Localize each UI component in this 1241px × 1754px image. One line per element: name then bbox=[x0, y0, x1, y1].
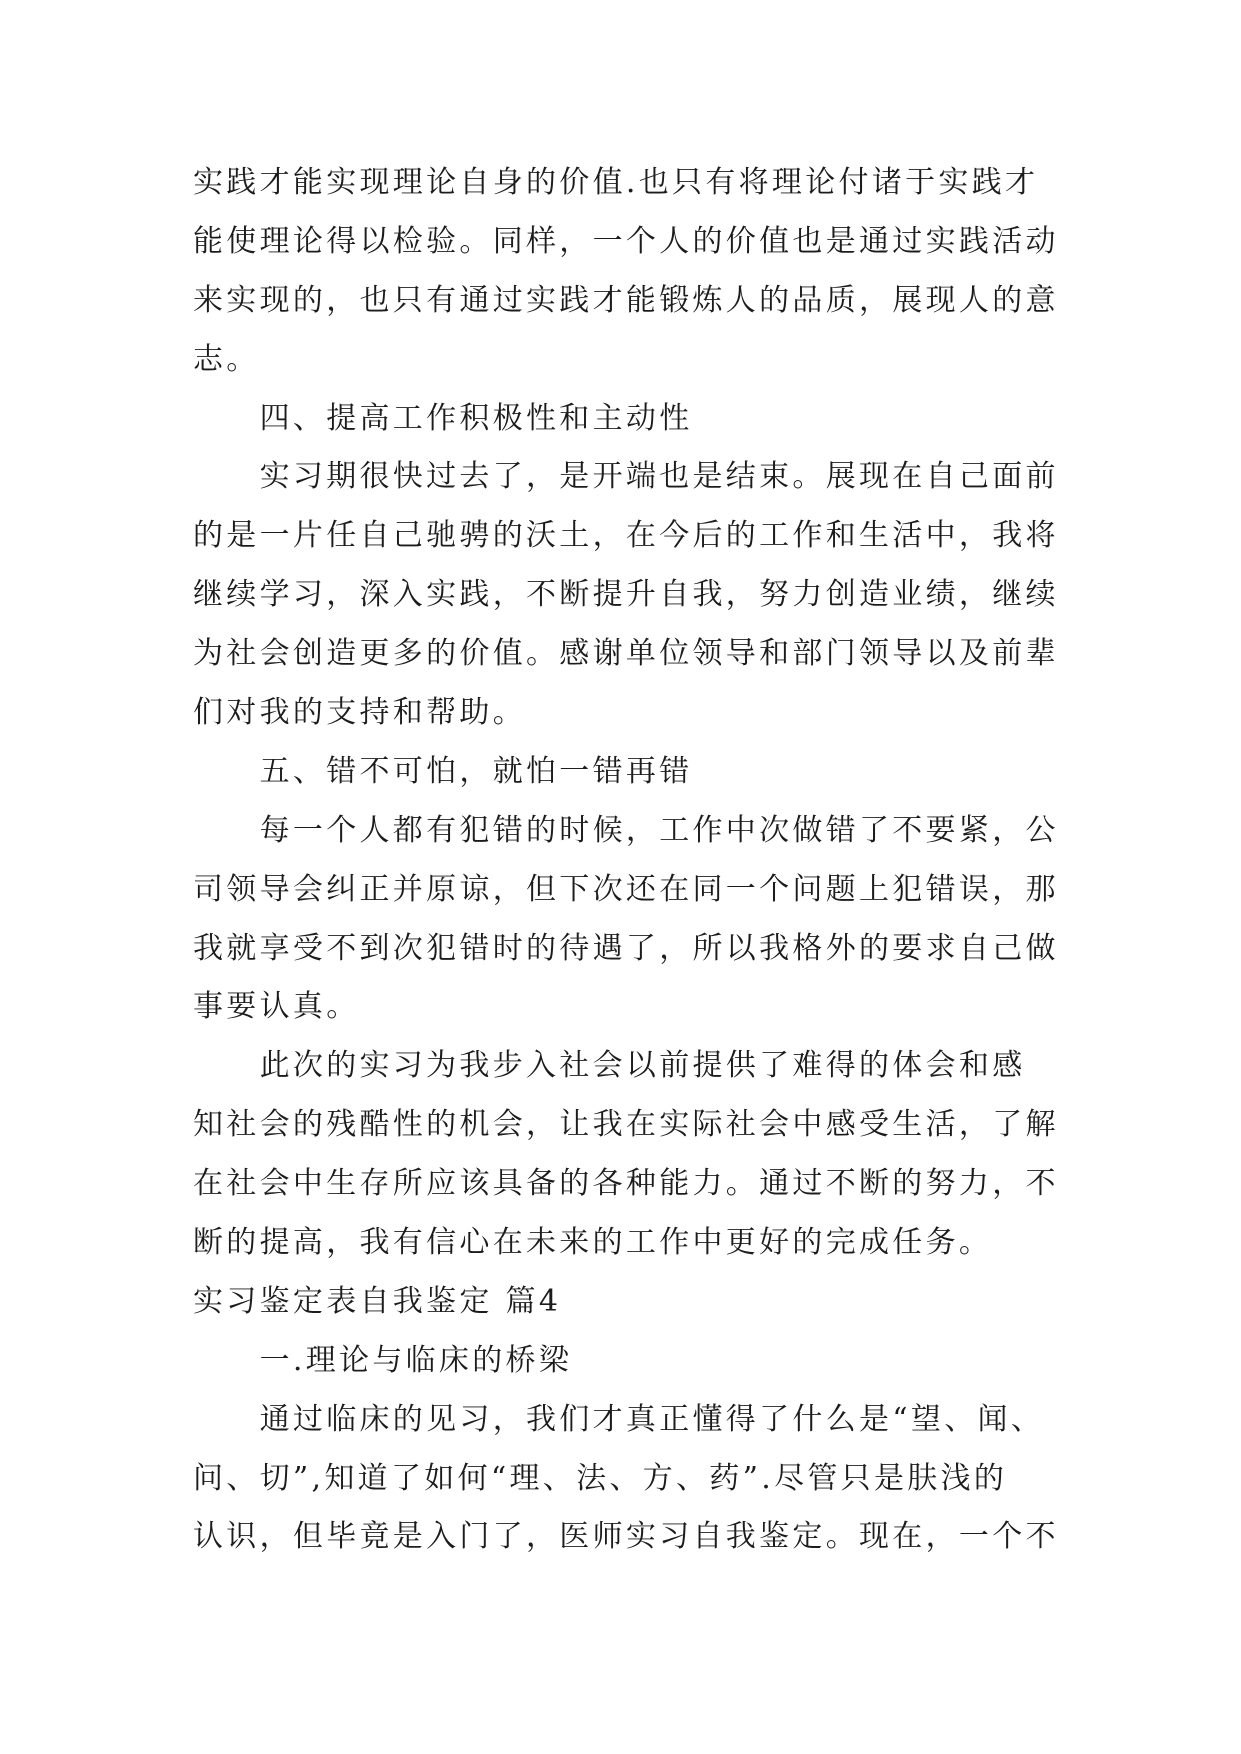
text-line: 司领导会纠正并原谅，但下次还在同一个问题上犯错误，那 bbox=[193, 871, 1059, 907]
document-body bbox=[193, 154, 1059, 1567]
section-heading bbox=[193, 390, 1059, 449]
text-line: 实习期很快过去了，是开端也是结束。展现在自己面前 bbox=[259, 459, 1059, 495]
text-line: 每一个人都有犯错的时候，工作中次做错了不要紧，公 bbox=[259, 812, 1059, 848]
paragraph bbox=[193, 1391, 1059, 1568]
text-line: 我就享受不到次犯错时的待遇了，所以我格外的要求自己做 bbox=[193, 930, 1059, 966]
text-line: 此次的实习为我步入社会以前提供了难得的体会和感 bbox=[259, 1048, 1026, 1084]
text-line: 实践才能实现理论自身的价值.也只有将理论付诸于实践才 bbox=[193, 165, 1039, 200]
paragraph bbox=[193, 154, 1059, 390]
paragraph bbox=[193, 802, 1059, 1038]
paragraph bbox=[193, 1037, 1059, 1273]
text-line: 事要认真。 bbox=[193, 989, 360, 1025]
text-line: 志。 bbox=[193, 341, 260, 377]
text-line: 能使理论得以检验。同样，一个人的价值也是通过实践活动 bbox=[193, 223, 1059, 259]
section-heading-text: 五、错不可怕，就怕一错再错 bbox=[259, 753, 693, 789]
text-line: 通过临床的见习，我们才真正懂得了什么是“望、闻、 bbox=[259, 1401, 1045, 1437]
text-line: 们对我的支持和帮助。 bbox=[193, 695, 526, 731]
text-line: 认识，但毕竟是入门了，医师实习自我鉴定。现在，一个不 bbox=[193, 1519, 1059, 1555]
section-heading bbox=[193, 1332, 1059, 1391]
text-line: 问、切”,知道了如何“理、法、方、药”.尽管只是肤浅的 bbox=[193, 1460, 1008, 1496]
article-title-text: 实习鉴定表自我鉴定 篇4 bbox=[193, 1283, 562, 1319]
paragraph bbox=[193, 448, 1059, 742]
section-heading-text: 四、提高工作积极性和主动性 bbox=[259, 400, 693, 436]
text-line: 为社会创造更多的价值。感谢单位领导和部门领导以及前辈 bbox=[193, 636, 1059, 672]
article-title bbox=[193, 1273, 1059, 1332]
text-line: 来实现的，也只有通过实践才能锻炼人的品质，展现人的意 bbox=[193, 282, 1059, 318]
section-heading bbox=[193, 743, 1059, 802]
text-line: 断的提高，我有信心在未来的工作中更好的完成任务。 bbox=[193, 1225, 993, 1261]
text-line: 继续学习，深入实践，不断提升自我，努力创造业绩，继续 bbox=[193, 577, 1059, 613]
text-line: 知社会的残酷性的机会，让我在实际社会中感受生活，了解 bbox=[193, 1107, 1059, 1143]
text-line: 在社会中生存所应该具备的各种能力。通过不断的努力，不 bbox=[193, 1166, 1059, 1202]
text-line: 的是一片任自己驰骋的沃土，在今后的工作和生活中，我将 bbox=[193, 518, 1059, 554]
section-heading-text: 一.理论与临床的桥梁 bbox=[259, 1342, 573, 1378]
